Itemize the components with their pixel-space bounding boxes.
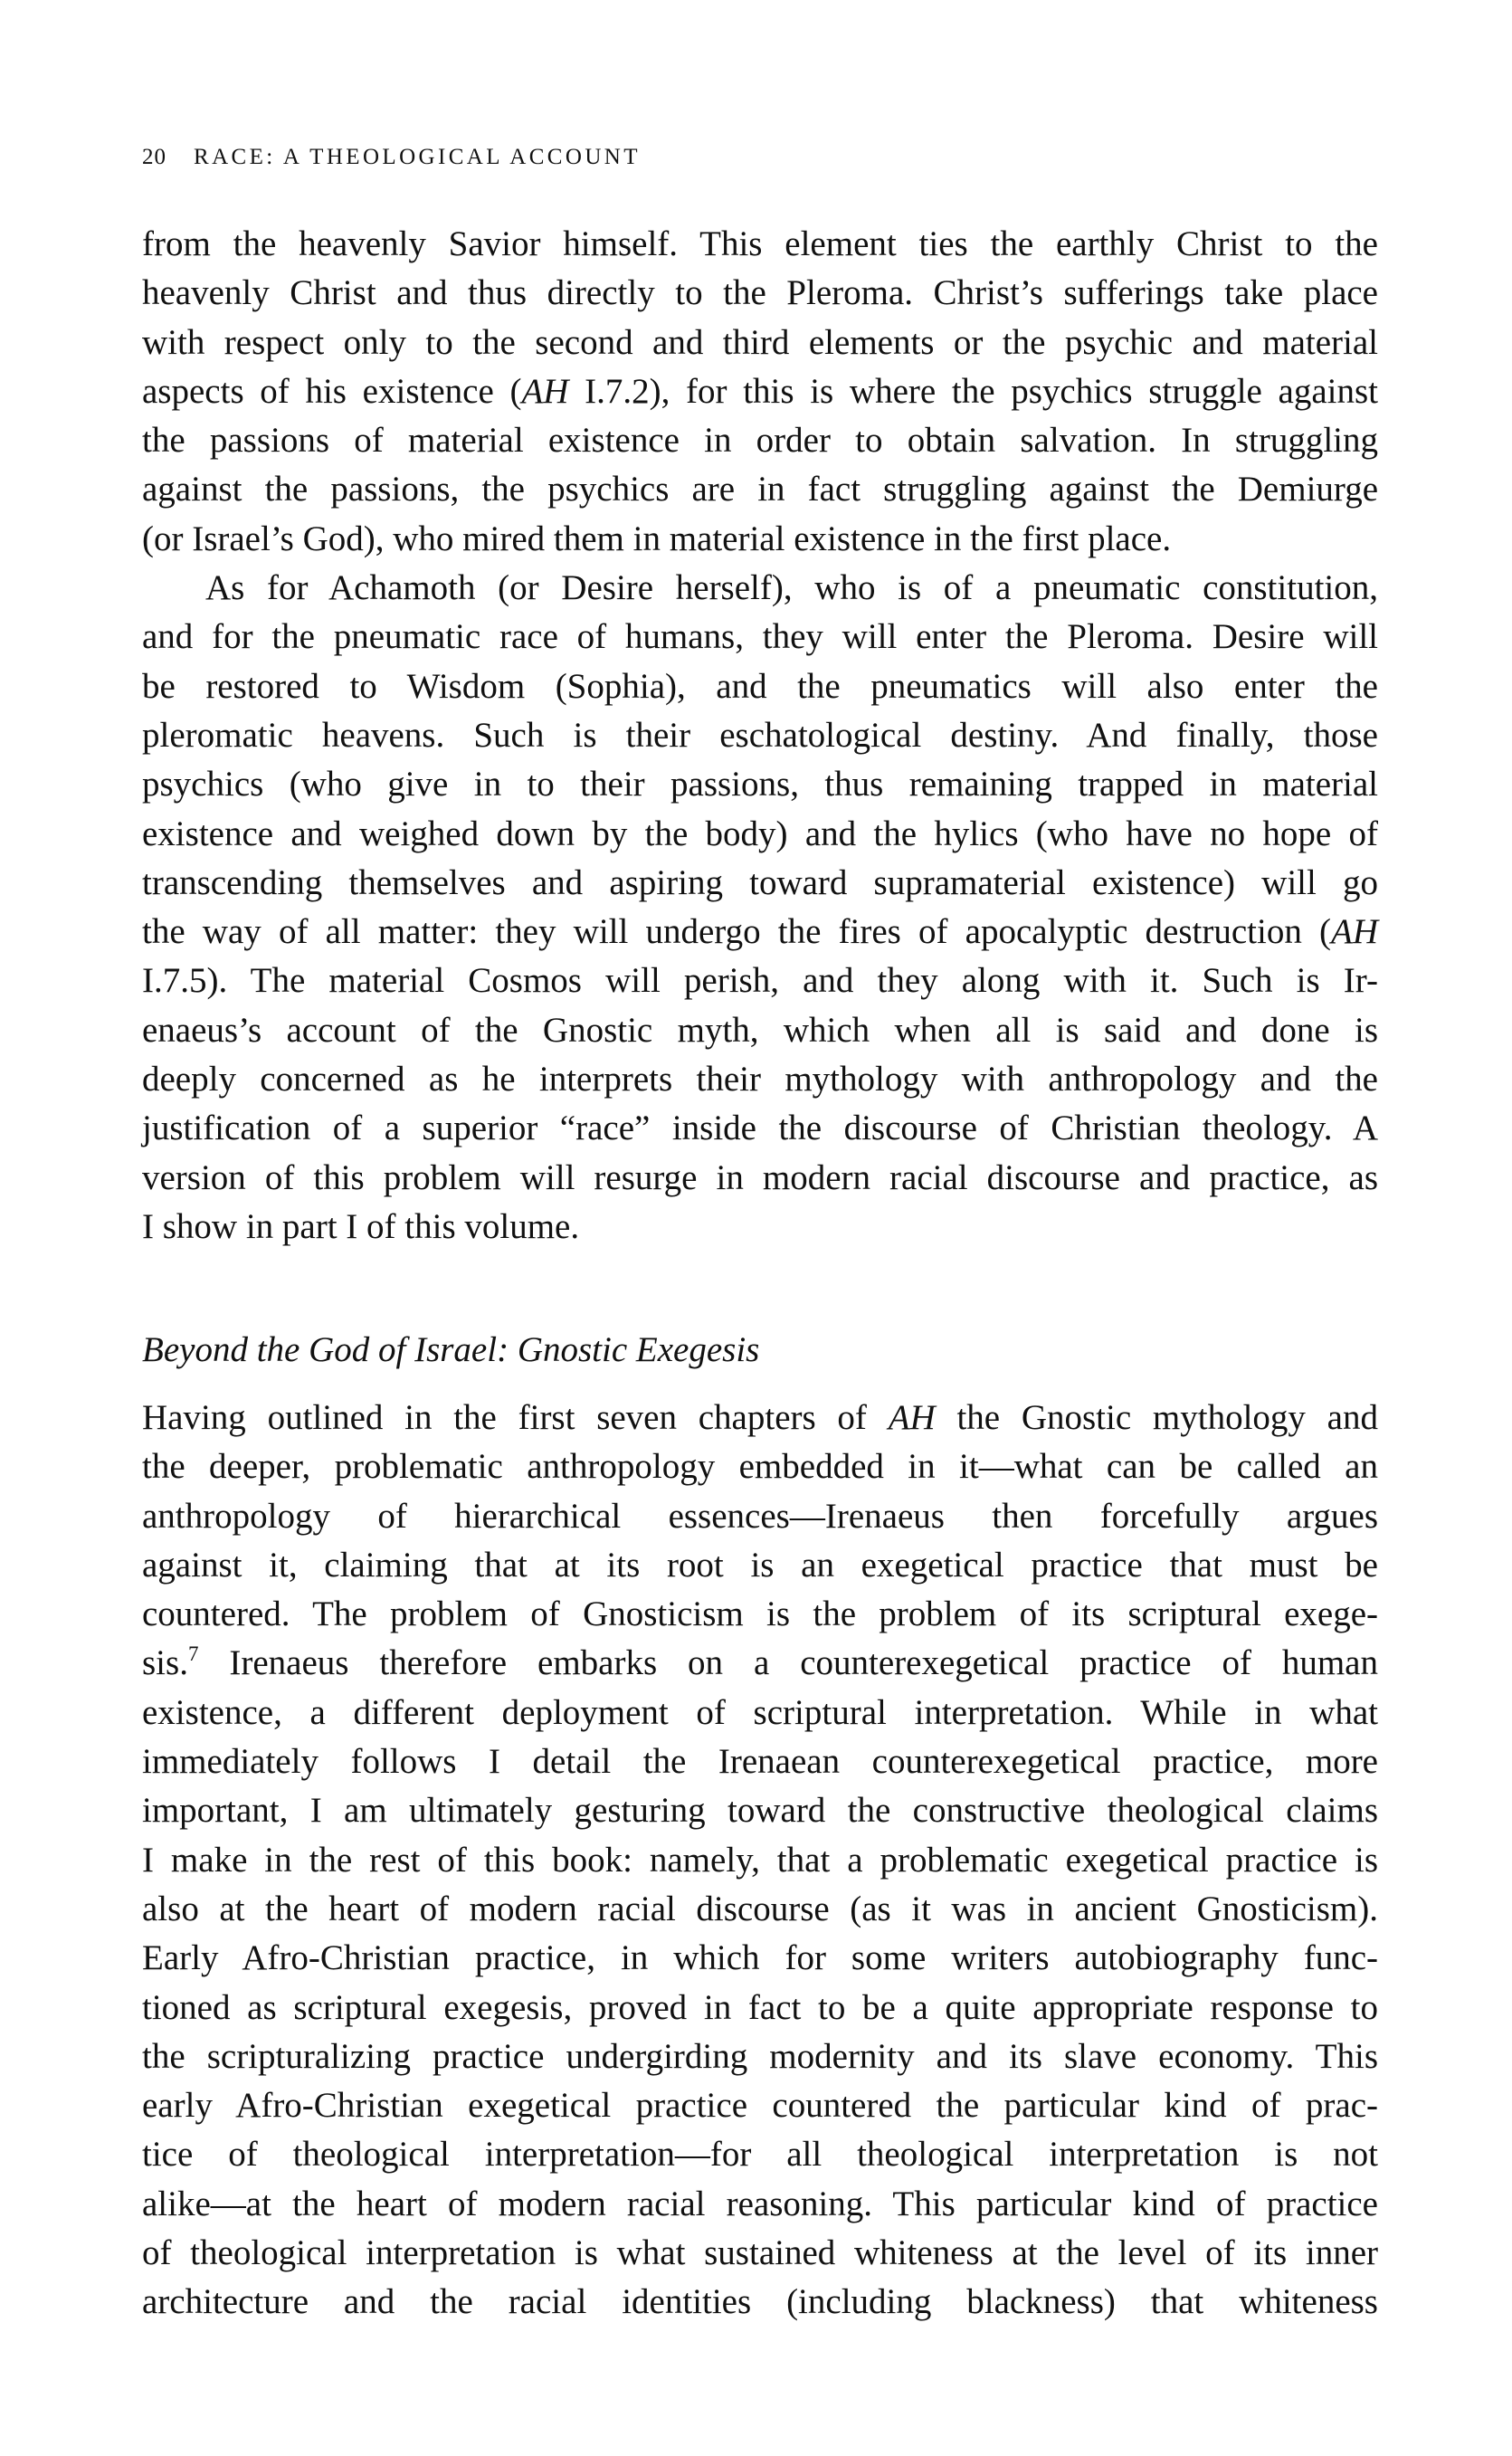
text-line: Having outlined in the first seven chapters of AH the Gnostic mythology and	[142, 1398, 1378, 1437]
text-line: As for Achamoth (or Desire herself), who is of a pneumatic constitution,	[205, 568, 1378, 608]
text-line: deeply concerned as he interprets their mythology with anthropology and the	[142, 1060, 1378, 1099]
text-line	[142, 1639, 1378, 1688]
text-line: important, I am ultimately gesturing toward the constructive theological claims	[142, 1791, 1378, 1831]
text-line: justification of a superior “race” inside the discourse of Christian theology. A	[142, 1109, 1378, 1148]
text-line: enaeus’s account of the Gnostic myth, which when all is said and done is	[142, 1010, 1378, 1050]
abbreviation-ah: AH	[888, 1398, 936, 1437]
text-line: with respect only to the second and third elements or the psychic and material	[142, 322, 1378, 362]
text-line: Early Afro-Christian practice, in which for some writers autobiography func-	[142, 1938, 1378, 1978]
body-text-top	[142, 220, 1378, 1252]
text-line: I make in the rest of this book: namely, that a problematic exegetical practice is	[142, 1840, 1378, 1880]
body-text-bottom	[142, 1394, 1378, 2327]
text-line: early Afro-Christian exegetical practice countered the particular kind of prac-	[142, 2086, 1378, 2126]
page-number: 20	[142, 145, 166, 169]
text-line: transcending themselves and aspiring toward supramaterial existence) will go	[142, 862, 1378, 902]
text-line: against it, claiming that at its root is an exegetical practice that must be	[142, 1545, 1378, 1585]
section-heading: Beyond the God of Israel: Gnostic Exegesis	[142, 1330, 760, 1369]
text-line: architecture and the racial identities (including blackness) that whiteness	[142, 2282, 1378, 2322]
running-title: RACE: A THEOLOGICAL ACCOUNT	[194, 145, 641, 169]
text-line: existence, a different deployment of scriptural interpretation. While in what	[142, 1692, 1378, 1732]
text-line: I show in part I of this volume.	[142, 1206, 580, 1246]
abbreviation-ah: AH	[1331, 912, 1378, 952]
footnote-marker: 7	[187, 1642, 199, 1666]
text-line: immediately follows I detail the Irenaean counterexegetical practice, more	[142, 1742, 1378, 1782]
text-line: pleromatic heavens. Such is their eschatological destiny. And finally, those	[142, 715, 1378, 755]
text-line: also at the heart of modern racial discourse (as it was in ancient Gnosticism).	[142, 1889, 1378, 1928]
text-line: against the passions, the psychics are in fact struggling against the Demiurge	[142, 470, 1378, 509]
text-line: of theological interpretation is what sustained whiteness at the level of its inner	[142, 2233, 1378, 2273]
text-line: existence and weighed down by the body) and the hylics (who have no hope of	[142, 814, 1378, 853]
text-line: countered. The problem of Gnosticism is the problem of its scriptural exege-	[142, 1594, 1378, 1634]
text-line: aspects of his existence (AH I.7.2), for this is where the psychics struggle against	[142, 371, 1378, 411]
text-line: alike—at the heart of modern racial reasoning. This particular kind of practice	[142, 2184, 1378, 2223]
text-line: (or Israel’s God), who mired them in material existence in the first place.	[142, 519, 1172, 558]
text-line: psychics (who give in to their passions, thus remaining trapped in material	[142, 765, 1378, 804]
text-line: from the heavenly Savior himself. This element ties the earthly Christ to the	[142, 224, 1378, 263]
text-line: the passions of material existence in order to obtain salvation. In struggling	[142, 421, 1378, 461]
text-line: the way of all matter: they will undergo the fires of apocalyptic destruction (AH	[142, 912, 1378, 952]
sis-text: sis.$^7$ Irenaeus therefore embarks on a counterexegetical practice of human	[142, 1642, 1378, 1683]
running-header	[142, 145, 641, 176]
text-line: the scripturalizing practice undergirding modernity and its slave economy. This	[142, 2036, 1378, 2076]
abbreviation-ah: AH	[521, 371, 569, 411]
text-line: tioned as scriptural exegesis, proved in fact to be a quite appropriate response to	[142, 1987, 1378, 2027]
text-line: the deeper, problematic anthropology embedded in it—what can be called an	[142, 1447, 1378, 1487]
text-line: anthropology of hierarchical essences—Irenaeus then forcefully argues	[142, 1496, 1378, 1536]
text-line: heavenly Christ and thus directly to the Pleroma. Christ’s sufferings take place	[142, 273, 1378, 313]
text-line: be restored to Wisdom (Sophia), and the pneumatics will also enter the	[142, 666, 1378, 706]
text-line: tice of theological interpretation—for all theological interpretation is not	[142, 2135, 1378, 2175]
text-line: and for the pneumatic race of humans, they will enter the Pleroma. Desire will	[142, 617, 1378, 657]
text-line: I.7.5). The material Cosmos will perish, and they along with it. Such is Ir-	[142, 961, 1378, 1001]
text-line: version of this problem will resurge in modern racial discourse and practice, as	[142, 1157, 1378, 1197]
